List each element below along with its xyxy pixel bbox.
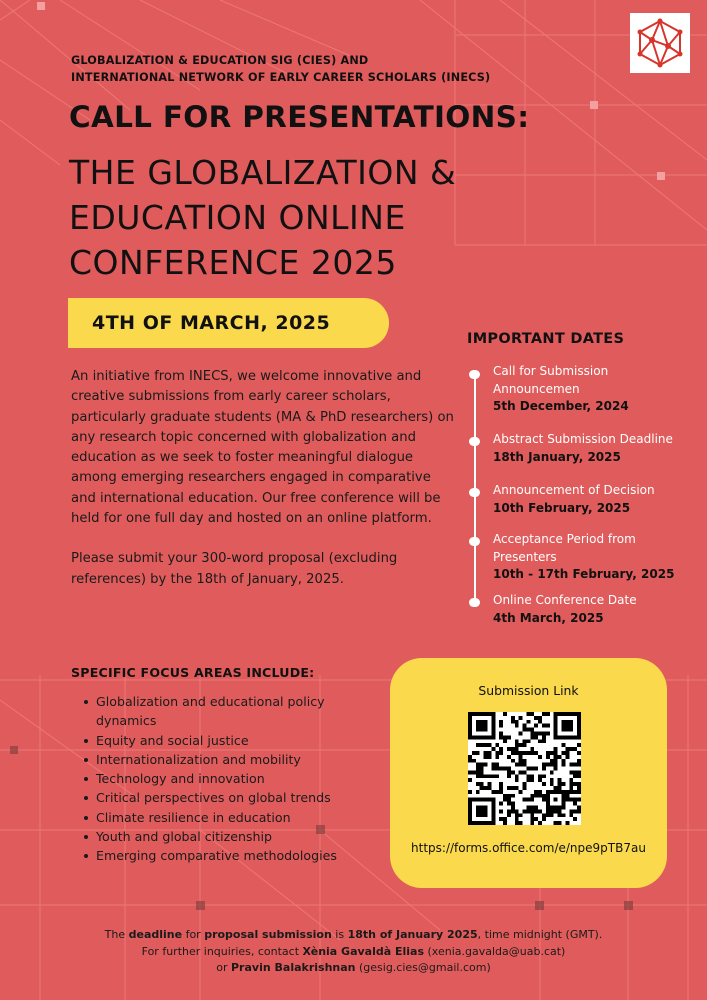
list-item: Globalization and educational policy dynamics [80,692,350,731]
organizers-line-2: INTERNATIONAL NETWORK OF EARLY CAREER SCHOLARS (INECS) [71,71,491,84]
intro-paragraph-2: Please submit your 300-word proposal (excluding references) by the 18th of January, 2025. [71,551,398,587]
event-label: Announcement of Decision [493,483,655,497]
event-label: Call for Submission Announcemen [493,364,609,396]
timeline-dot [469,488,480,497]
timeline-dot [469,537,480,546]
focus-areas-heading: SPECIFIC FOCUS AREAS INCLUDE: [71,665,315,680]
event-date: 10th February, 2025 [493,500,631,515]
footer-deadline-date: 18th of January 2025 [347,928,478,941]
timeline-dot [469,437,480,446]
submission-link[interactable]: https://forms.office.com/e/npe9pTB7au [411,841,646,855]
call-for-presentations-heading: CALL FOR PRESENTATIONS: [69,100,530,134]
timeline-event [493,431,693,466]
footer-text: , time midnight (GMT). [477,928,603,941]
contact-email[interactable]: (gesig.cies@gmail.com) [355,961,491,974]
timeline-event [493,531,693,584]
intro-text [71,367,456,610]
event-date: 4TH OF MARCH, 2025 [92,312,331,334]
event-label: Online Conference Date [493,593,637,607]
list-item: Equity and social justice [80,731,350,750]
footer-line-2 [0,944,707,961]
footer [0,927,707,977]
footer-bold: deadline [128,928,183,941]
timeline-event [493,592,693,627]
event-date: 18th January, 2025 [493,449,621,464]
network-logo-icon [630,13,690,73]
event-date-banner [68,298,389,348]
list-item: Emerging comparative methodologies [80,846,350,865]
footer-text: For further inquiries, contact [141,944,303,958]
list-item: Critical perspectives on global trends [80,788,350,807]
important-dates-heading: IMPORTANT DATES [467,331,625,347]
event-label: Abstract Submission Deadline [493,432,673,446]
event-date: 10th - 17th February, 2025 [493,567,675,581]
list-item: Technology and innovation [80,769,350,788]
focus-areas-list [80,692,350,866]
contact-name: Pravin Balakrishnan [231,961,356,974]
footer-text: or [216,961,231,974]
footer-text: The [104,928,129,941]
timeline-event [493,482,693,517]
list-item: Climate resilience in education [80,808,350,827]
title-line-2: EDUCATION ONLINE [69,198,406,237]
title-line-1: THE GLOBALIZATION & [69,153,457,192]
conference-title [69,150,456,285]
footer-text: for [182,928,205,941]
footer-line-1 [0,927,707,944]
intro-paragraph-1: An initiative from INECS, we welcome innovative and creative submissions from early career scholars, particularly graduate students (MA & PhD researchers) on any research topic concerned with globalization and education as we seek to foster meaningful dialogue among emerging researchers engaged in comparative and international education. Our free conference will be held for one full day and hosted on an online platform. [71,369,454,527]
qr-code-icon[interactable] [468,712,581,825]
footer-line-3 [0,960,707,977]
event-date: 5th December, 2024 [493,399,629,413]
timeline-dot [469,598,480,607]
organizers [71,52,591,86]
timeline-event [493,363,693,416]
organizers-line-1: GLOBALIZATION & EDUCATION SIG (CIES) AND [71,54,369,67]
timeline-dot [469,370,480,379]
event-label: Acceptance Period from Presenters [493,532,636,564]
footer-text: is [331,928,348,941]
list-item: Youth and global citizenship [80,827,350,846]
event-date: 4th March, 2025 [493,610,604,625]
title-line-3: CONFERENCE 2025 [69,243,397,282]
submission-title: Submission Link [478,683,579,698]
contact-email[interactable]: (xenia.gavalda@uab.cat) [424,944,566,958]
contact-name: Xènia Gavaldà Elias [302,944,425,958]
submission-card [390,658,667,888]
footer-bold: proposal submission [204,928,332,941]
list-item: Internationalization and mobility [80,750,350,769]
